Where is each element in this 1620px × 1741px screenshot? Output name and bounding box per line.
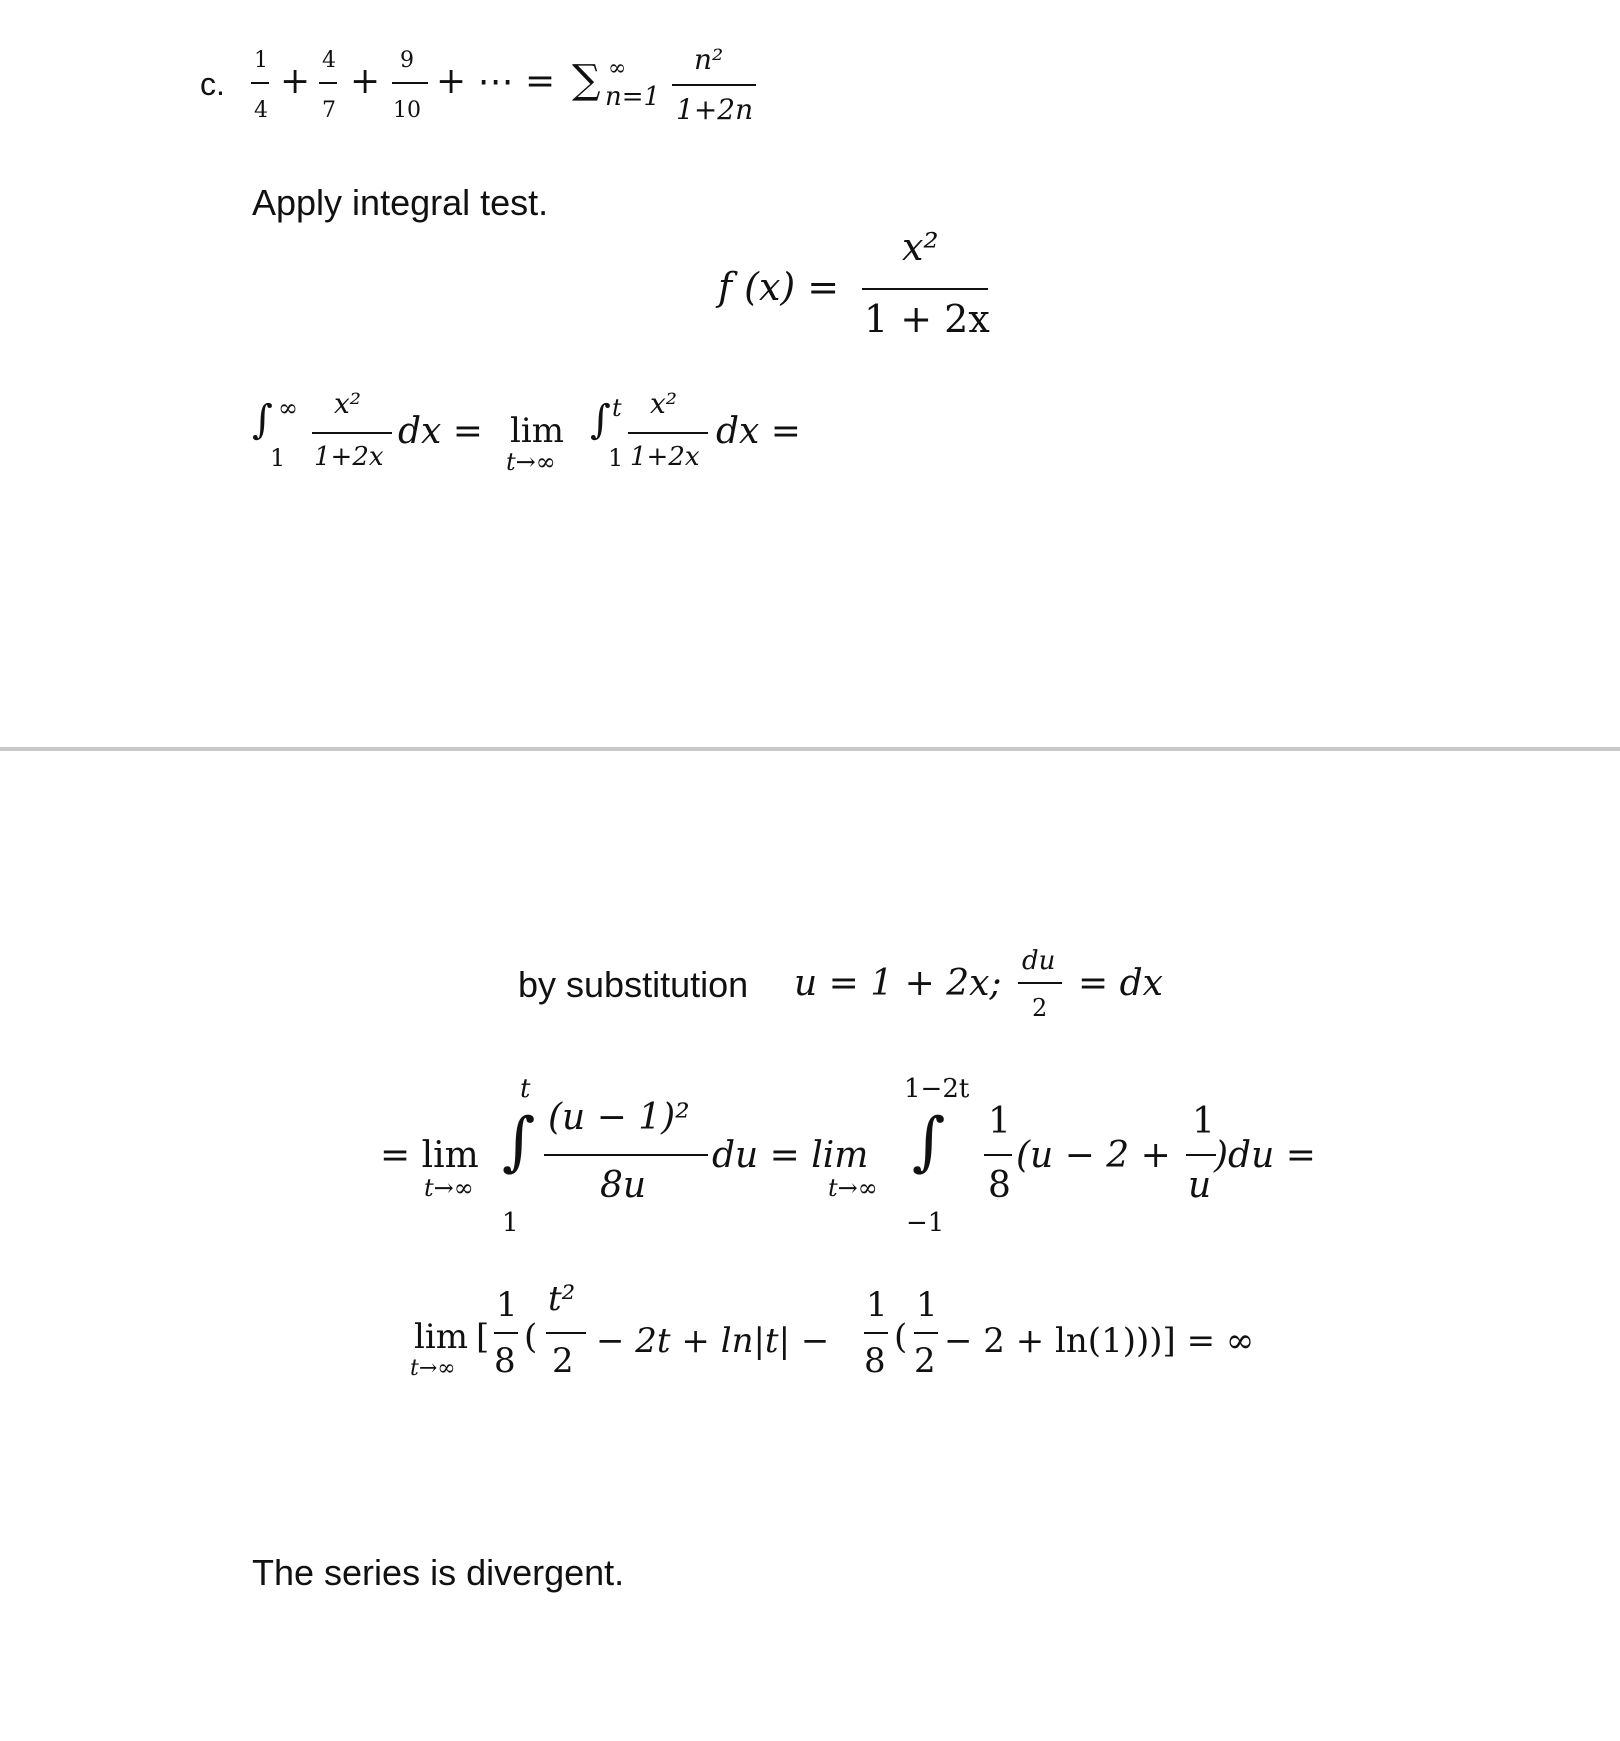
term-3-bar bbox=[392, 82, 428, 84]
integral-sign-1: ∫ bbox=[252, 397, 273, 443]
step2-upper-2: 1−2t bbox=[904, 1074, 970, 1104]
step2-upper-1: t bbox=[520, 1074, 531, 1104]
step2-num-1: (u − 1)² bbox=[548, 1097, 690, 1138]
step3-paren-2: ( bbox=[894, 1317, 908, 1357]
step2-lim-sub-2: t→∞ bbox=[828, 1174, 878, 1202]
substitution-text: by substitution bbox=[518, 964, 749, 1005]
integral-bar-1 bbox=[312, 432, 392, 434]
step2-du-eq-lim: du = lim bbox=[712, 1135, 869, 1176]
step2-coef-bar bbox=[984, 1154, 1012, 1156]
integral-den-1: 1+2x bbox=[314, 442, 384, 472]
term-2-num: 4 bbox=[322, 48, 336, 73]
integral-num-2: x² bbox=[650, 387, 678, 420]
step3-end: − 2 + ln(1)))] = ∞ bbox=[944, 1321, 1255, 1361]
term-2-den: 7 bbox=[322, 98, 336, 123]
step3-bracket: [ bbox=[476, 1317, 490, 1357]
plus-2: + bbox=[350, 61, 381, 102]
step3-c2-bar bbox=[864, 1332, 888, 1334]
substitution-frac-den: 2 bbox=[1032, 994, 1048, 1022]
integral-lim: lim bbox=[510, 411, 564, 451]
term-3-num: 9 bbox=[400, 48, 414, 73]
term-1-bar bbox=[251, 82, 269, 84]
sigma-upper: ∞ bbox=[608, 56, 627, 81]
function-den: 1 + 2x bbox=[864, 297, 990, 341]
summand-bar bbox=[672, 84, 756, 86]
integral-dx-eq: dx = bbox=[398, 411, 483, 452]
integral-upper-1: ∞ bbox=[278, 394, 298, 422]
step3-c1-num: 1 bbox=[496, 1285, 518, 1325]
term-2-bar bbox=[319, 82, 337, 84]
term-1-den: 4 bbox=[254, 98, 268, 123]
step3-h-bar bbox=[914, 1332, 938, 1334]
step3-lim: lim bbox=[414, 1317, 468, 1357]
step2-integral-2: ∫ bbox=[912, 1105, 946, 1179]
integral-sign-2: ∫ bbox=[590, 397, 611, 443]
function-num: x² bbox=[902, 225, 939, 269]
sigma: ∑ bbox=[572, 57, 601, 103]
step3-h-num: 1 bbox=[916, 1285, 938, 1325]
integral-lim-sub: t→∞ bbox=[506, 448, 556, 476]
integral-tail: dx = bbox=[716, 411, 801, 452]
step3-lim-sub: t→∞ bbox=[410, 1356, 456, 1381]
step2-inner-den: u bbox=[1188, 1165, 1212, 1206]
page-divider bbox=[0, 747, 1620, 751]
step2-den-1: 8u bbox=[600, 1165, 647, 1206]
problem-label: c. bbox=[200, 66, 225, 102]
step2-inner-num: 1 bbox=[1192, 1101, 1215, 1142]
term-3-den: 10 bbox=[393, 98, 421, 123]
conclusion-text: The series is divergent. bbox=[252, 1552, 625, 1593]
step2-lim-sub: t→∞ bbox=[424, 1174, 474, 1202]
step2-lower-2: −1 bbox=[906, 1208, 945, 1238]
function-bar bbox=[862, 288, 988, 290]
instruction-text: Apply integral test. bbox=[252, 182, 549, 223]
plus-1: + bbox=[280, 61, 311, 102]
step2-coef-den: 8 bbox=[988, 1165, 1011, 1206]
step3-c2-den: 8 bbox=[864, 1341, 886, 1381]
step2-paren-open: (u − 2 + bbox=[1016, 1135, 1171, 1176]
ellipsis: + ⋯ = bbox=[436, 61, 556, 102]
step3-mid: − 2t + ln|t| − bbox=[596, 1321, 830, 1361]
step3-c2-num: 1 bbox=[866, 1285, 888, 1325]
step2-coef-num: 1 bbox=[988, 1101, 1011, 1142]
step2-inner-bar bbox=[1186, 1154, 1216, 1156]
substitution-frac-num: du bbox=[1022, 946, 1056, 976]
integral-bar-2 bbox=[628, 432, 708, 434]
substitution-rhs: = dx bbox=[1078, 963, 1163, 1004]
integral-num-1: x² bbox=[334, 387, 362, 420]
step2-bar-1 bbox=[544, 1154, 708, 1156]
function-lhs: f (x) = bbox=[718, 265, 840, 309]
step2-paren-close: )du = bbox=[1214, 1135, 1316, 1176]
step3-c1-den: 8 bbox=[494, 1341, 516, 1381]
term-1-num: 1 bbox=[254, 48, 268, 73]
step3-t-num: t² bbox=[548, 1279, 576, 1319]
step3-t-den: 2 bbox=[552, 1341, 574, 1381]
step3-h-den: 2 bbox=[914, 1341, 936, 1381]
step3-c1-bar bbox=[494, 1332, 518, 1334]
integral-lower-2: 1 bbox=[608, 444, 624, 472]
summand-num: n² bbox=[694, 43, 724, 76]
step2-lower-1: 1 bbox=[502, 1208, 519, 1238]
integral-den-2: 1+2x bbox=[630, 442, 700, 472]
sigma-lower: n=1 bbox=[605, 82, 661, 112]
step3-paren-1: ( bbox=[524, 1317, 538, 1357]
integral-upper-2: t bbox=[612, 394, 622, 422]
step2-integral-1: ∫ bbox=[502, 1105, 536, 1179]
substitution-frac-bar bbox=[1018, 982, 1062, 984]
substitution-eq: u = 1 + 2x; bbox=[794, 963, 1002, 1004]
summand-den: 1+2n bbox=[676, 93, 754, 126]
step2-eq-lim: = lim bbox=[380, 1135, 479, 1176]
integral-lower-1: 1 bbox=[270, 444, 286, 472]
step3-t-bar bbox=[546, 1332, 586, 1334]
